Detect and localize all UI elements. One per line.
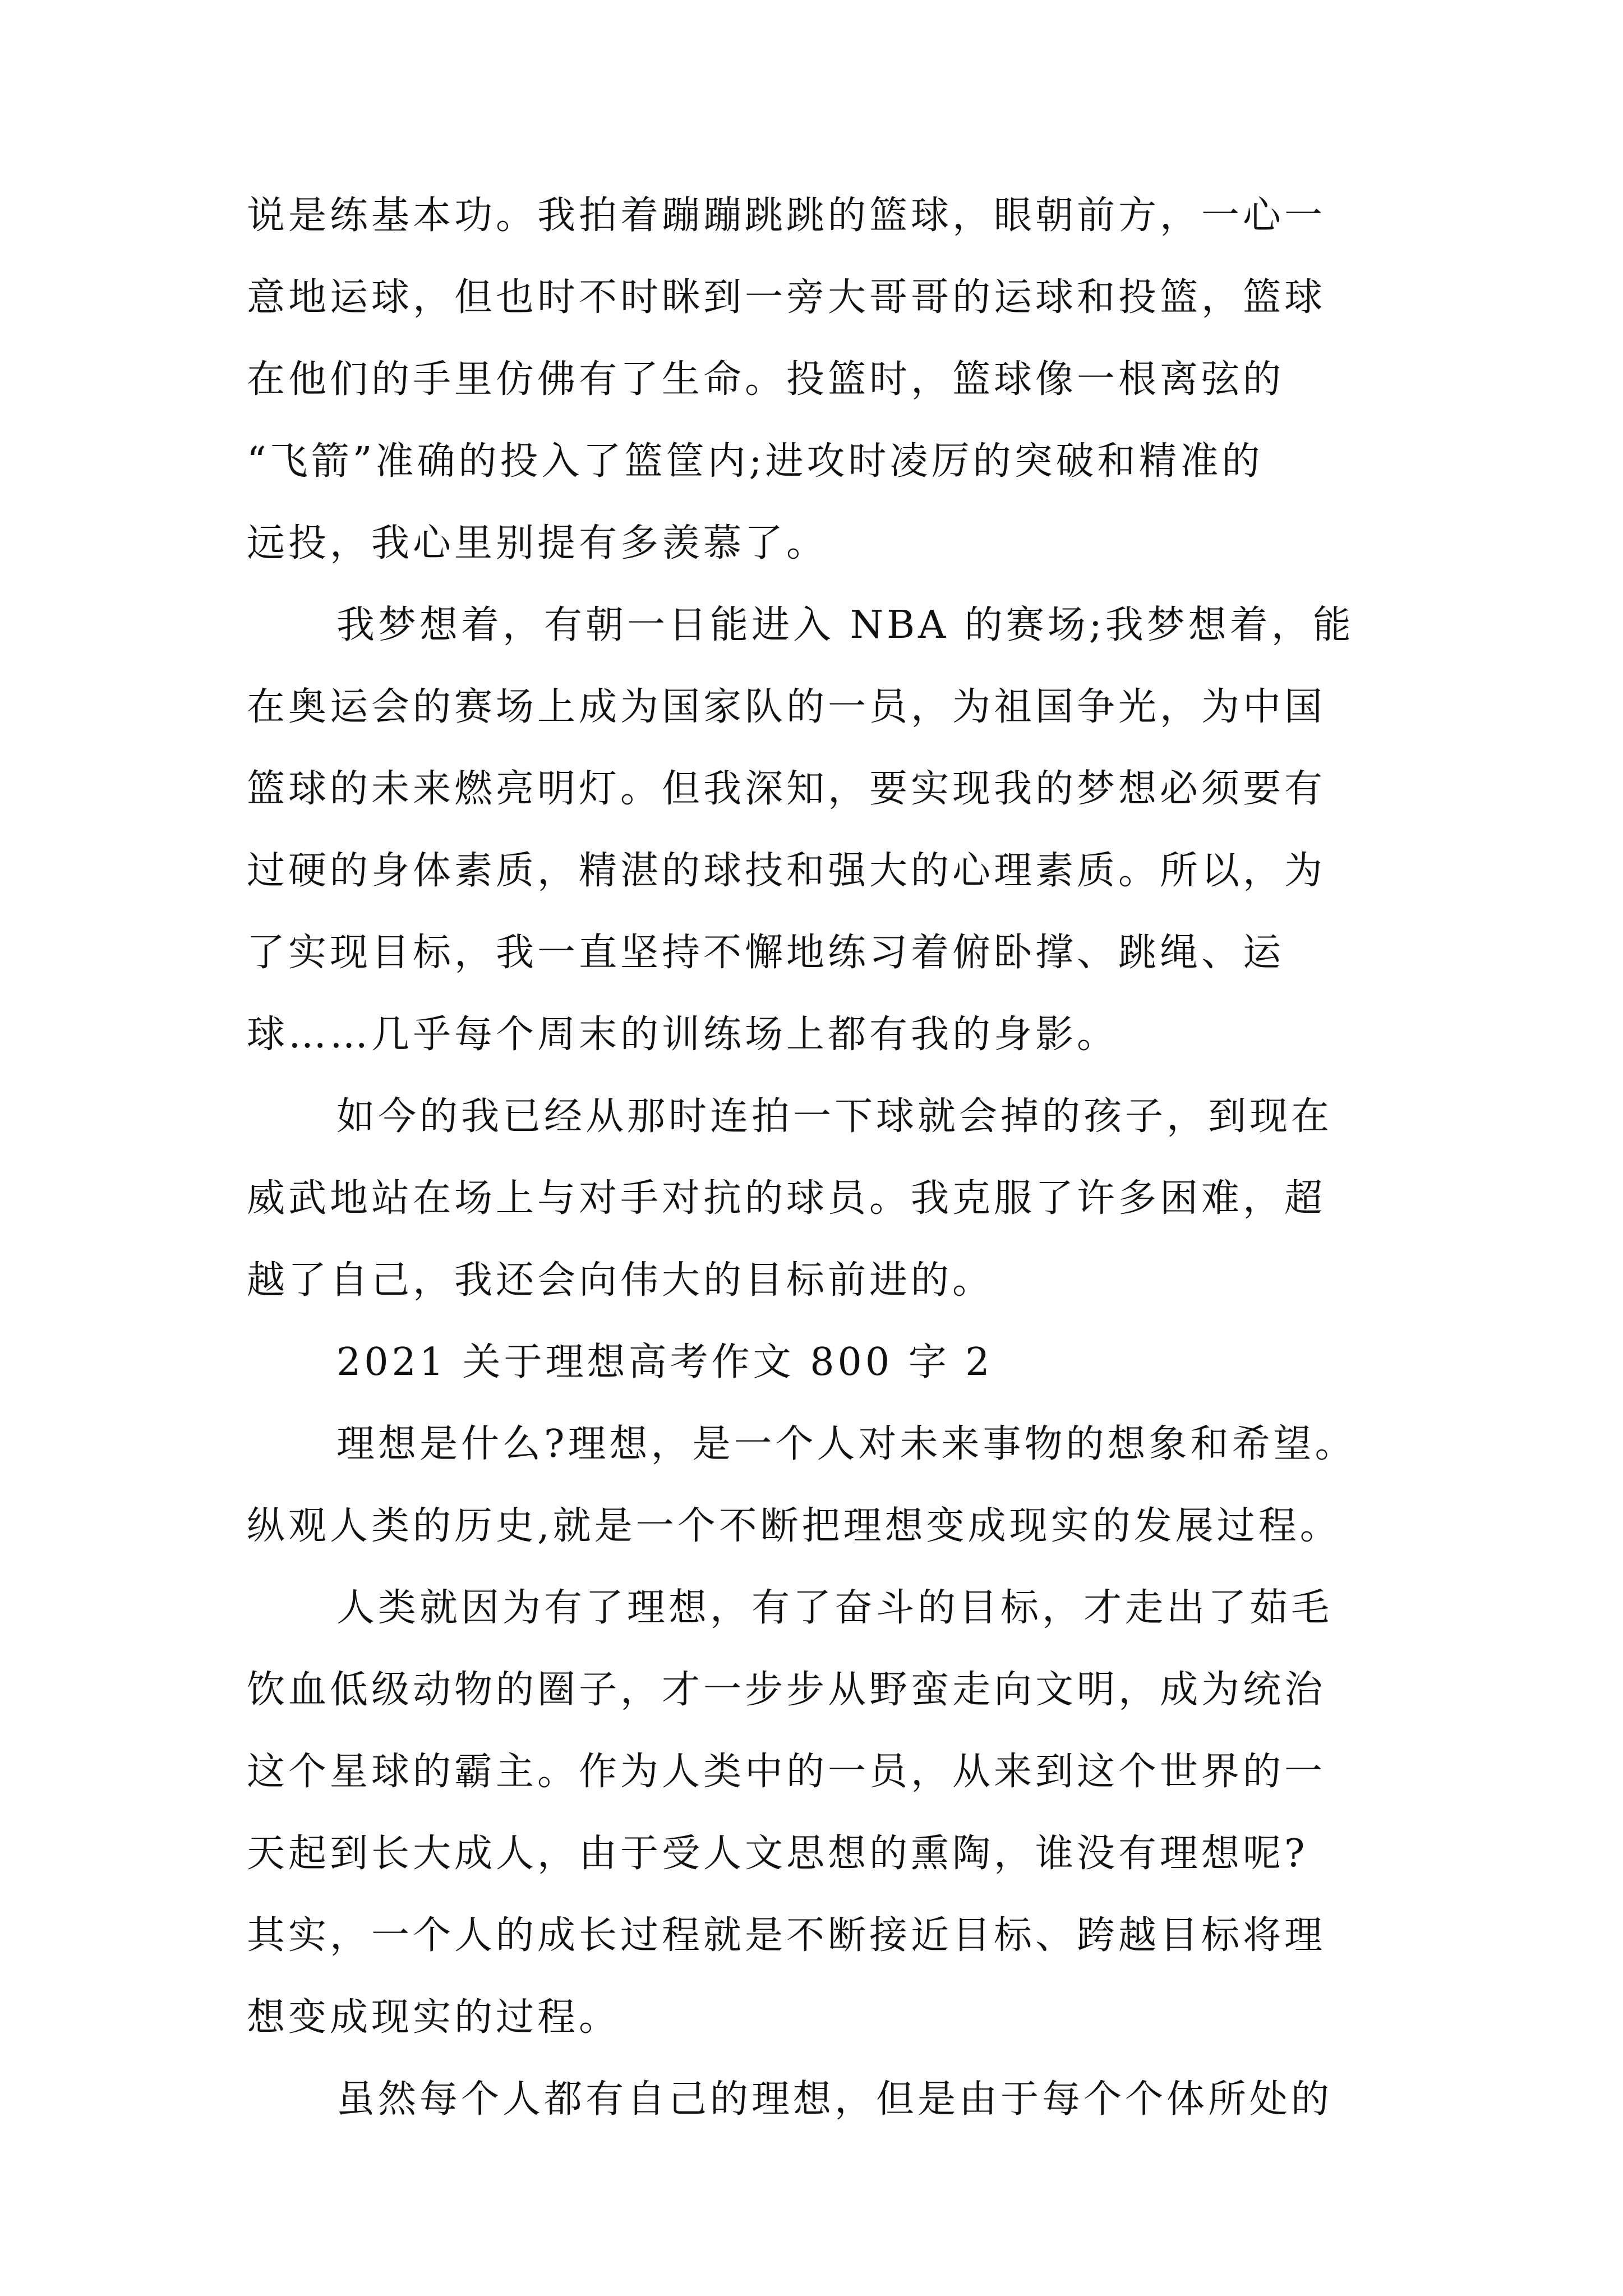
text-line: 这个星球的霸主。作为人类中的一员，从来到这个世界的一 bbox=[247, 1750, 1326, 1794]
text-line: 说是练基本功。我拍着蹦蹦跳跳的篮球，眼朝前方，一心一 bbox=[247, 194, 1326, 238]
text-line: 了实现目标，我一直坚持不懈地练习着俯卧撑、跳绳、运 bbox=[247, 931, 1285, 975]
text-line: 在他们的手里仿佛有了生命。投篮时，篮球像一根离弦的 bbox=[247, 357, 1285, 402]
paragraph-first-line: 如今的我已经从那时连拍一下球就会掉的孩子，到现在 bbox=[336, 1094, 1333, 1139]
text-line: 在奥运会的赛场上成为国家队的一员，为祖国争光，为中国 bbox=[247, 685, 1326, 729]
paragraph-first-line: 我梦想着，有朝一日能进入 NBA 的赛场;我梦想着，能 bbox=[336, 603, 1354, 647]
text-line: 其实，一个人的成长过程就是不断接近目标、跨越目标将理 bbox=[247, 1913, 1326, 1958]
section-heading: 2021 关于理想高考作文 800 字 2 bbox=[336, 1340, 993, 1384]
paragraph-first-line: 理想是什么?理想，是一个人对未来事物的想象和希望。 bbox=[336, 1422, 1357, 1466]
paragraph-first-line: 虽然每个人都有自己的理想，但是由于每个个体所处的 bbox=[336, 2077, 1333, 2122]
text-line: 纵观人类的历史,就是一个不断把理想变成现实的发展过程。 bbox=[247, 1504, 1341, 1548]
text-line: 球……几乎每个周末的训练场上都有我的身影。 bbox=[247, 1013, 1119, 1057]
text-line: 过硬的身体素质，精湛的球技和强大的心理素质。所以，为 bbox=[247, 849, 1326, 893]
text-line: 远投，我心里别提有多羡慕了。 bbox=[247, 521, 828, 565]
text-line: 天起到长大成人，由于受人文思想的熏陶，谁没有理想呢? bbox=[247, 1832, 1308, 1876]
document-body bbox=[247, 175, 1391, 2141]
paragraph-first-line: 人类就因为有了理想，有了奋斗的目标，才走出了茹毛 bbox=[336, 1586, 1333, 1630]
text-line: 越了自己，我还会向伟大的目标前进的。 bbox=[247, 1258, 994, 1303]
text-line: 意地运球，但也时不时眯到一旁大哥哥的运球和投篮，篮球 bbox=[247, 275, 1326, 320]
text-line: 威武地站在场上与对手对抗的球员。我克服了许多困难，超 bbox=[247, 1176, 1326, 1221]
text-line: 想变成现实的过程。 bbox=[247, 1995, 621, 2040]
text-line: “飞箭”准确的投入了篮筐内;进攻时凌厉的突破和精准的 bbox=[247, 439, 1264, 484]
text-line: 饮血低级动物的圈子，才一步步从野蛮走向文明，成为统治 bbox=[247, 1668, 1326, 1712]
text-line: 篮球的未来燃亮明灯。但我深知，要实现我的梦想必须要有 bbox=[247, 767, 1326, 811]
